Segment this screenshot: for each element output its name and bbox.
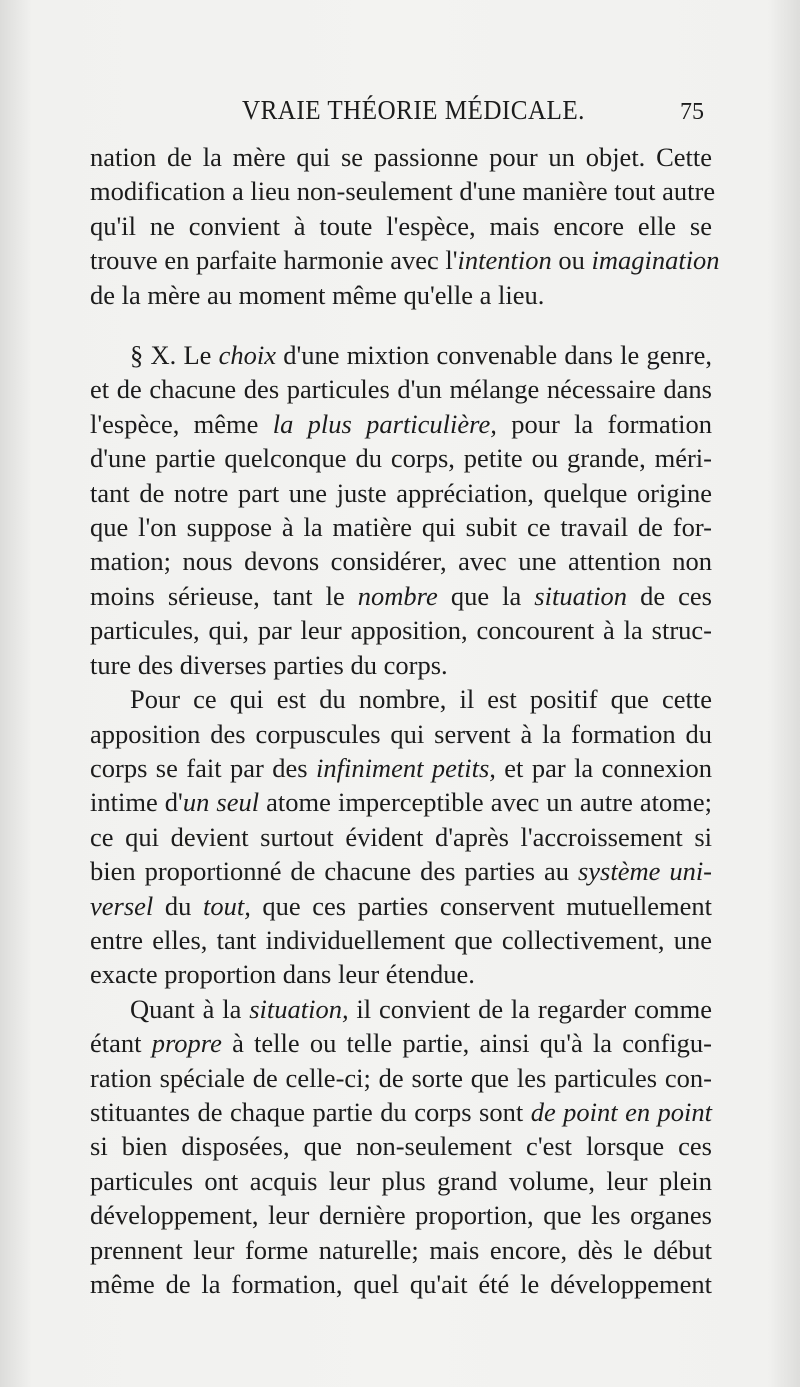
text-line: l'espèce, même la plus particulière, pour la formation [90,408,712,439]
text-line: Pour ce qui est du nombre, il est positif que cette [130,684,712,715]
text-line: ration spéciale de celle-ci; de sorte que les particules con- [90,1062,712,1093]
text-line: particules ont acquis leur plus grand volume, leur plein [90,1165,712,1196]
text-line: mation; nous devons considérer, avec une attention non [90,546,712,577]
text-line: Quant à la situation, il convient de la regarder comme [130,993,712,1024]
text-line: étant propre à telle ou telle partie, ainsi qu'à la configu- [90,1028,713,1059]
text-line: tant de notre part une juste appréciation, quelque origine [90,477,712,508]
paragraph-gap [90,312,712,338]
text-line: nation de la mère qui se passionne pour un objet. Cette [90,142,712,172]
text-line: intime d'un seul atome imperceptible avec un autre atome; [90,787,713,818]
text-line: si bien disposées, que non-seulement c'est lorsque ces [90,1131,712,1162]
text-line: corps se fait par des infiniment petits, et par la connexion [90,752,712,783]
text-line: apposition des corpuscules qui servent à la formation du [90,718,712,749]
text-line: de la mère au moment même qu'elle a lieu. [90,279,545,310]
text-line: modification a lieu non-seulement d'une manière tout autre [90,176,716,207]
text-line: § X. Le choix d'une mixtion convenable dans le genre, [130,340,712,371]
text-line: versel du tout, que ces parties conservent mutuellement [90,890,713,921]
running-head [0,95,800,135]
text-line: particules, qui, par leur apposition, concourent à la struc- [90,615,712,646]
text-line: d'une partie quelconque du corps, petite ou grande, méri- [90,443,712,474]
text-line: même de la formation, quel qu'ait été le développement [90,1269,712,1299]
text-line: trouve en parfaite harmonie avec l'intention ou imagination [90,245,720,276]
text-line: et de chacune des particules d'un mélange nécessaire dans [90,374,712,405]
text-line: entre elles, tant individuellement que collectivement, une [90,924,712,955]
text-line: qu'il ne convient à toute l'espèce, mais encore elle se [90,210,712,241]
text-line: moins sérieuse, tant le nombre que la situation de ces [90,580,712,611]
running-title: VRAIE THÉORIE MÉDICALE. [242,95,585,125]
text-line: ce qui devient surtout évident d'après l'accroissement si [90,821,712,852]
body-text [90,140,720,1301]
text-line: exacte proportion dans leur étendue. [90,959,475,990]
text-line: prennent leur forme naturelle; mais encore, dès le début [90,1234,712,1265]
text-line: bien proportionné de chacune des parties au système uni- [90,856,713,887]
text-line: que l'on suppose à la matière qui subit ce travail de for- [90,512,712,543]
text-line: stituantes de chaque partie du corps sont de point en point [90,1096,713,1127]
page-number: 75 [680,99,704,125]
text-line: développement, leur dernière proportion, que les organes [90,1200,712,1231]
text-line: ture des diverses parties du corps. [90,649,448,680]
